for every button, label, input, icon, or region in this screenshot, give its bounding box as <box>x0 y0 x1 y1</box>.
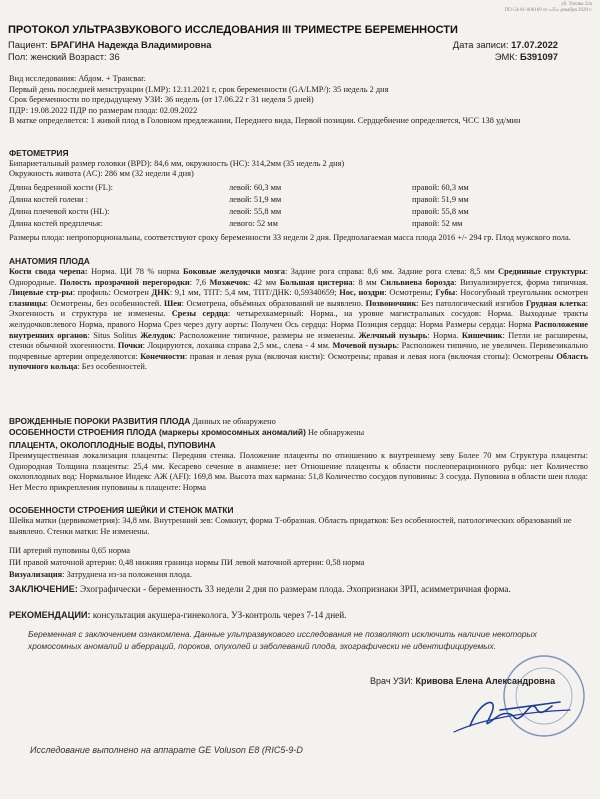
emk-value: Б391097 <box>519 51 558 62</box>
record-date-label: Дата записи: <box>452 39 509 50</box>
record-date-block <box>453 40 558 51</box>
doppler-umbilical: ПИ артерий пуповины 0,65 норма <box>9 546 131 555</box>
doctor-label: Врач УЗИ: <box>370 676 413 686</box>
placenta-heading: ПЛАЦЕНТА, ОКОЛОПЛОДНЫЕ ВОДЫ, ПУПОВИНА <box>9 440 216 450</box>
conclusion-label: ЗАКЛЮЧЕНИЕ: <box>9 584 78 594</box>
bone-name: Длина костей голени : <box>9 195 88 204</box>
recommendations-label: РЕКОМЕНДАЦИИ: <box>9 610 91 620</box>
anatomy-term: Срединные структуры <box>498 267 586 276</box>
anatomy-value: : 42 мм <box>247 277 280 287</box>
anatomy-term: Расположение внутренних органов <box>9 319 588 340</box>
sex-value: женский <box>30 51 67 62</box>
anatomy-value: : Без патологический изгибов <box>416 298 527 308</box>
anatomy-term: Конечности <box>140 351 185 361</box>
anatomy-value: : Визуализируется, форма типичная. <box>454 277 588 287</box>
defects-line <box>9 416 588 428</box>
anatomy-term: Желудок <box>140 330 174 340</box>
fetometry-heading: ФЕТОМЕТРИЯ <box>9 148 69 158</box>
record-date: 17.07.2022 <box>511 39 558 50</box>
bone-name: Длина бедренной кости (FL): <box>9 183 113 192</box>
anatomy-term: Мочевой пузырь <box>332 341 397 351</box>
prev-us-line: Срок беременности по предыдущему УЗИ: 36 недель (от 17.06.22 г 31 неделя 5 дней) <box>9 95 314 105</box>
anatomy-term: Область пупочного кольца <box>9 351 588 372</box>
visualization-value: : Затруднена из-за положения плода. <box>62 570 192 579</box>
markers-line <box>9 427 588 439</box>
emk-label: ЭМК: <box>494 51 518 62</box>
anatomy-term: Позвоночник <box>365 298 417 308</box>
anatomy-value: : 9,1 мм, ТПТ: 5,4 мм, ТПТ/ДНК: 0,59340659; <box>169 288 340 298</box>
bone-left: левой: 55,8 мм <box>229 207 282 216</box>
due-date-line: ПДР: 19.08.2022 ПДР по размерам плода: 02.09.2022 <box>9 105 198 115</box>
anatomy-term: Сильвиева борозда <box>380 277 455 287</box>
conclusion-text: Эхографически - беременность 33 недели 2 дня по размерам плода. Эхопризнаки ЗРП, асимметричная форма. <box>77 584 511 594</box>
bpd-line: Бипариетальный размер головки (BPD): 84,6 мм, окружность (HC): 314,2мм (35 недель 2 дня) <box>9 158 345 168</box>
anatomy-value: : 7,6 <box>189 277 210 287</box>
anatomy-value: : Situs Solitus <box>87 330 141 340</box>
corner-license: ПО-54-01-006169 от «25» декабря 2020 г. <box>504 8 592 13</box>
bone-row <box>9 219 589 230</box>
emk-block <box>495 52 558 63</box>
anatomy-heading: АНАТОМИЯ ПЛОДА <box>9 256 90 266</box>
anatomy-value: Норма. ЦИ 78 % норма <box>87 267 184 276</box>
patient-label: Пациент: <box>8 39 48 50</box>
bone-row <box>9 183 589 194</box>
anatomy-term: Лицевые стр-ры <box>9 288 73 298</box>
anatomy-term: Полость прозрачной перегородки <box>59 277 190 287</box>
intro-block <box>9 74 588 127</box>
bone-right: правой: 51,9 мм <box>412 195 469 204</box>
anatomy-value: : Осмотрены; <box>384 288 436 298</box>
anatomy-value: : Задние рога справа: 8,6 мм. Задние рога слева: 8,5 мм <box>284 267 499 276</box>
anatomy-term: Боковые желудочки мозга <box>183 267 285 276</box>
anatomy-term: Губы <box>435 288 456 298</box>
anatomy-term: Кости свода черепа: <box>9 267 88 276</box>
exam-type: Вид исследования: Абдом. + Трансваг. <box>9 74 146 83</box>
anatomy-term: Желчный пузырь <box>358 330 428 340</box>
cervix-heading: ОСОБЕННОСТИ СТРОЕНИЯ ШЕЙКИ И СТЕНОК МАТКИ <box>9 505 234 515</box>
anatomy-value: : 8 мм <box>352 277 381 287</box>
disclaimer-text: Беременная с заключением ознакомлена. Данные ультразвукового исследования не позволяют исключить наличие некоторых хромосомных аномалий и аберраций, пороков, опухолей и заболеваний плода, эхографически не идентифицируемых. <box>28 629 537 652</box>
bone-row <box>9 195 589 206</box>
anatomy-term: глазницы <box>9 298 46 308</box>
anatomy-value: : Расположение типичное, размеры не изменены. <box>173 330 359 340</box>
anatomy-term: ДНК <box>151 288 170 298</box>
anatomy-term: Мозжечок <box>209 277 248 287</box>
bone-left: левого: 52 мм <box>229 219 278 228</box>
bone-name: Длина костей предплечья: <box>9 219 103 228</box>
page-title: ПРОТОКОЛ УЛЬТРАЗВУКОВОГО ИССЛЕДОВАНИЯ III ТРИМЕСТРЕ БЕРЕМЕННОСТИ <box>8 24 458 36</box>
anatomy-term: Почки <box>117 341 143 351</box>
anatomy-term: Большая цистерна <box>279 277 353 287</box>
placenta-text: Преимущественная локализация плаценты: Передняя стенка. Положение плаценты по отношению к внутреннему зеву Более 70 мм Структура плаценты: Однородная Толщина плаценты: 25,4 мм. Кесарево сечение в анамнезе: нет Отношение плаценты к области послеоперационного рубца: нет Количество околоплодных вод: Нормальное Индекс АЖ (AFI): 169,8 мм. Высота max кармана: 51,8 Количество сосудов пуповины: 3 сосуда. Пуповина в области шеи плода: Нет Место прикрепления пуповины к плаценте: Норма <box>9 451 588 492</box>
anatomy-value: : Носогубный треугольник осмотрен <box>455 288 588 298</box>
anatomy-value: : Петли не расширены, стенки обычной эхогенности. <box>9 330 588 351</box>
uterus-line: В матке определяется: 1 живой плод в Головном предлежании, Переднего вида, Первой позиции. Сердцебиение определяется, ЧСС 138 уд/мин <box>9 116 521 126</box>
age-label: Возраст: <box>68 51 107 62</box>
markers-value: Не обнаружены <box>307 428 365 437</box>
cervix-text: Шейка матки (цервикометрия): 34,8 мм. Внутренний зев: Сомкнут, форма Т-образная. Область придатков: Без особенностей, патологических образований не выявлено. Стенки матки: Не изменены. <box>9 516 572 536</box>
sex-label: Пол: <box>8 51 28 62</box>
anatomy-value: : правая и левая рука (включая кисти): Осмотрены; правая и левая нога (включая стопы): Осмотрены <box>184 351 557 361</box>
anatomy-term: Кишечник <box>461 330 503 340</box>
bone-row <box>9 207 589 218</box>
bone-right: правой: 60,3 мм <box>412 183 469 192</box>
fetal-sizes: Размеры плода: непропорциональны, соответствуют сроку беременности 33 недели 2 дня. Предполагаемая масса плода 2016 +/- 294 гр. Плод мужского пола. <box>9 233 571 242</box>
visualization-line <box>9 570 588 581</box>
anatomy-value: : Осмотрены, без особенностей. <box>45 298 165 308</box>
patient-name: БРАГИНА Надежда Владимировна <box>50 39 212 50</box>
recommendations-block <box>9 610 588 621</box>
anatomy-term: Срезы сердца <box>171 309 228 319</box>
bone-right: правой: 55,8 мм <box>412 207 469 216</box>
anatomy-value: : четырехкамерный: Норма., на уровне магистральных сосудов: Норма. Выходные тракты желудочков:левого Норма, правого Норма Срез через дугу аорты: Получен Ось сердца: Норма Позиция сердца: Норма Размеры сердца: Норма <box>9 309 588 329</box>
anatomy-value: : Лоцируются, лоханка справа 2,5 мм., слева - 4 мм. <box>142 341 333 351</box>
anatomy-value: : Эхогенность и структура не изменены. <box>9 298 589 319</box>
visualization-label: Визуализация <box>9 570 63 579</box>
header-corner <box>504 2 592 14</box>
anatomy-value: : Осмотрена, объёмных образований не выявлено. <box>181 298 366 308</box>
bone-right: правой: 52 мм <box>412 219 463 228</box>
bone-left: левой: 60,3 мм <box>229 183 282 192</box>
defects-heading: ВРОЖДЕННЫЕ ПОРОКИ РАЗВИТИЯ ПЛОДА <box>9 416 191 426</box>
fetometry-head <box>9 148 588 180</box>
anatomy-value: : профиль: Осмотрен <box>72 288 152 298</box>
anatomy-term: Шея <box>164 298 182 308</box>
anatomy-value: : Норма. <box>427 330 462 340</box>
anatomy-term: Нос, ноздри <box>339 288 385 298</box>
device-line: Исследование выполнено на аппарате GE Voluson E8 (RIC5-9-D <box>30 745 303 755</box>
anatomy-value: : Однородные. <box>9 267 589 287</box>
handwritten-signature <box>440 682 580 742</box>
recommendations-text: консультация акушера-гинеколога. УЗ-контроль через 7-14 дней. <box>90 610 347 620</box>
corner-address: уб. Топлва 22а <box>561 2 592 7</box>
markers-heading: ОСОБЕННОСТИ СТРОЕНИЯ ПЛОДА (маркеры хромосомных аномалий) <box>9 427 306 437</box>
anatomy-value: : Без особенностей. <box>77 362 148 372</box>
defects-value: Данных не обнаружено <box>192 417 276 426</box>
bone-left: левой: 51,9 мм <box>229 195 282 204</box>
bone-name: Длина плечевой кости (HL): <box>9 207 110 216</box>
sex-age-line <box>8 52 558 63</box>
anatomy-text <box>9 267 588 373</box>
lmp-line: Первый день последней менструации (LMP): 12.11.2021 г, срок беременности (GA/LMP/): 35 недель 2 дня <box>9 84 389 94</box>
anatomy-term: Грудная клетка <box>526 298 586 308</box>
ac-line: Окружность живота (AC): 286 мм (32 недели 4 дня) <box>9 169 194 179</box>
patient-line <box>8 40 558 51</box>
anatomy-value: : Расположен типично, не увеличен. Перивезикально подчревные артерии определяются: <box>9 341 588 361</box>
age-value: 36 <box>109 51 120 62</box>
doppler-uterine: ПИ правой маточной артерии: 0,48 нижняя граница нормы ПИ левой маточной артерии: 0,58 норма <box>9 558 365 567</box>
conclusion-block <box>9 583 588 595</box>
doctor-name: Кривова Елена Александровна <box>415 676 556 686</box>
